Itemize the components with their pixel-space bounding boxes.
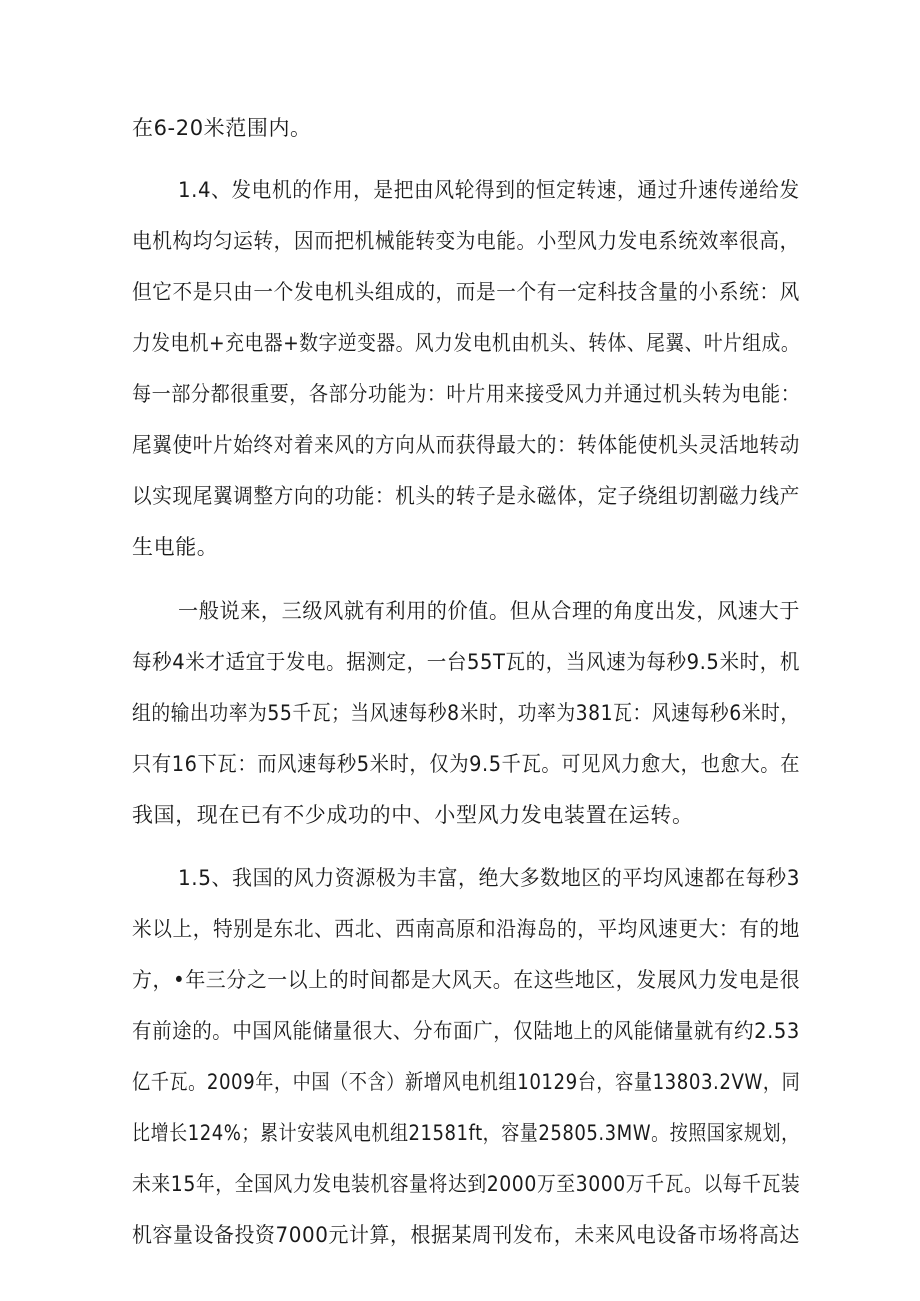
text-line: 一般说来，三级风就有利用的价值。但从合理的角度出发，风速大于 bbox=[178, 599, 801, 623]
text-line: 机容量设备投资7000元计算，根据某周刊发布，未来风电设备市场将高达 bbox=[132, 1223, 800, 1247]
text-line: 1.4、发电机的作用，是把由风轮得到的恒定转速，通过升速传递给发 bbox=[178, 178, 800, 202]
text-line: 每一部分都很重要，各部分功能为：叶片用来接受风力并通过机头转为电能： bbox=[132, 382, 801, 406]
text-line: 1.5、我国的风力资源极为丰富，绝大多数地区的平均风速都在每秒3 bbox=[178, 866, 800, 890]
text-line: 电机构均匀运转，因而把机械能转变为电能。小型风力发电系统效率很高， bbox=[132, 229, 800, 253]
text-line: 只有16下瓦：而风速每秒5米时，仅为9.5千瓦。可见风力愈大，也愈大。在 bbox=[132, 752, 801, 776]
text-line: 力发电机+充电器+数字逆变器。风力发电机由机头、转体、尾翼、叶片组成。 bbox=[132, 331, 801, 355]
text-line: 亿千瓦。2009年，中国（不含）新增风电机组10129台，容量13803.2VW，同 bbox=[132, 1070, 801, 1094]
text-line: 组的输出功率为55千瓦；当风速每秒8米时，功率为381瓦：风速每秒6米时， bbox=[132, 701, 800, 725]
text-line: 但它不是只由一个发电机头组成的，而是一个有一定科技含量的小系统：风 bbox=[132, 280, 800, 304]
text-line: 生电能。 bbox=[132, 535, 219, 559]
text-line: 比增长124%；累计安装风电机组21581ft，容量25805.3MW。按照国家规划， bbox=[132, 1121, 800, 1145]
text-line: 有前途的。中国风能储量很大、分布面广，仅陆地上的风能储量就有约2.53 bbox=[132, 1019, 800, 1043]
text-line: 在6-20米范围内。 bbox=[132, 116, 312, 140]
text-line: 方，•年三分之一以上的时间都是大风天。在这些地区，发展风力发电是很 bbox=[132, 968, 801, 992]
text-line: 每秒4米才适宜于发电。据测定，一台55T瓦的，当风速为每秒9.5米时，机 bbox=[132, 650, 800, 674]
text-line: 我国，现在已有不少成功的中、小型风力发电装置在运转。 bbox=[132, 803, 694, 827]
text-line: 未来15年，全国风力发电装机容量将达到2000万至3000万千瓦。以每千瓦装 bbox=[132, 1172, 801, 1196]
text-line: 以实现尾翼调整方向的功能：机头的转子是永磁体，定子绕组切割磁力线产 bbox=[132, 484, 800, 508]
text-line: 米以上，特别是东北、西北、西南高原和沿海岛的，平均风速更大：有的地 bbox=[132, 917, 800, 941]
text-line: 尾翼使叶片始终对着来风的方向从而获得最大的：转体能使机头灵活地转动 bbox=[132, 433, 800, 457]
